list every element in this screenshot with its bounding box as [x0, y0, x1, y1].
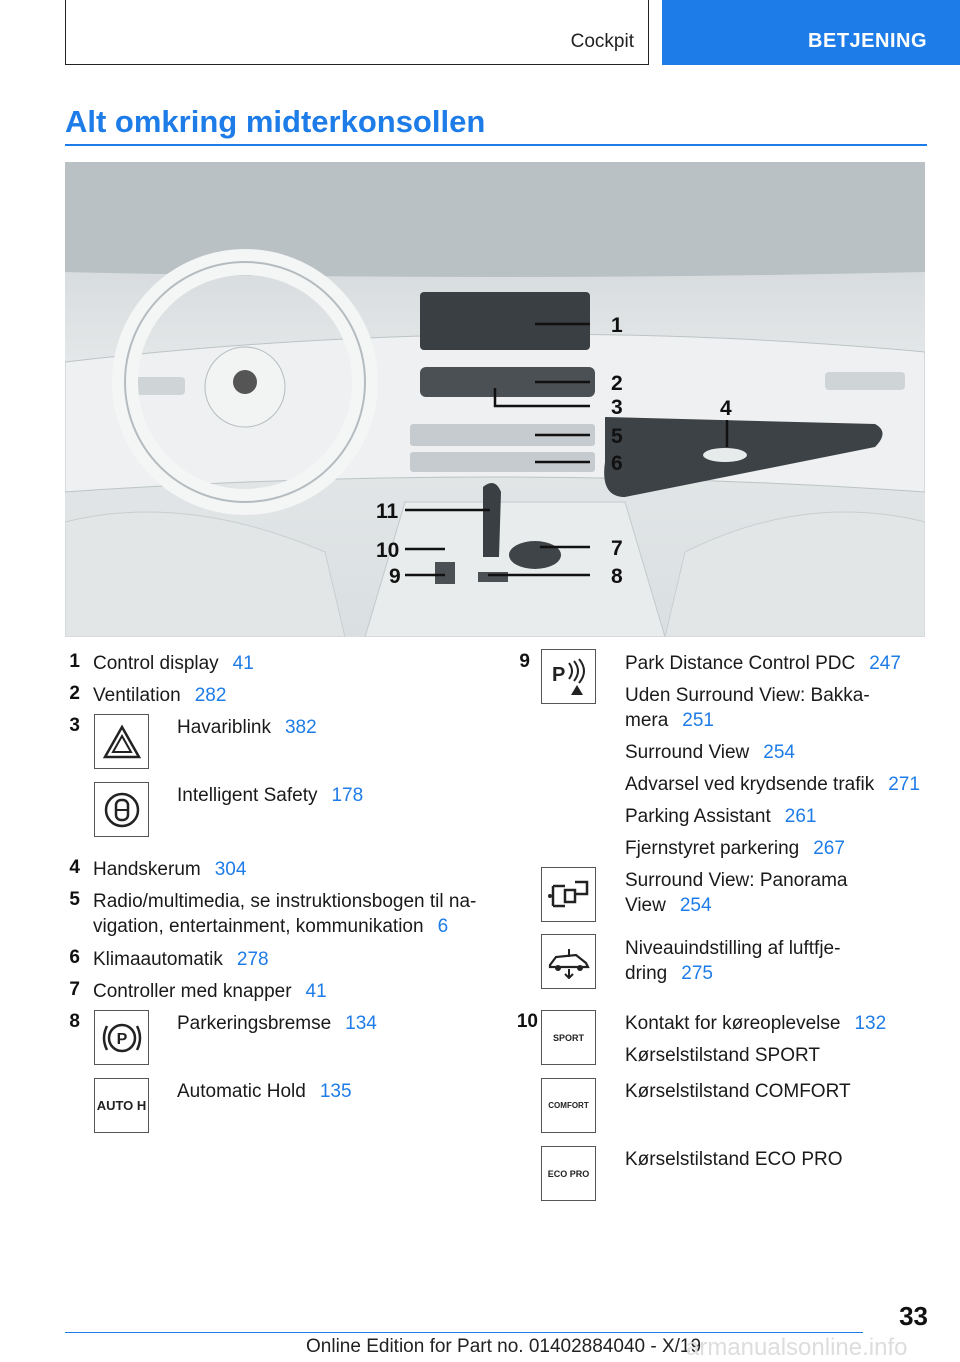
- item-text: Radio/multimedia, se instruktionsbogen til na-: [93, 891, 477, 912]
- item-text: dring: [625, 963, 668, 984]
- callout-4: 4: [720, 397, 732, 420]
- panorama-view-icon: [541, 867, 596, 922]
- item-text: Kørselstilstand SPORT: [625, 1045, 820, 1066]
- item-number: 4: [69, 857, 80, 878]
- callout-8: 8: [611, 565, 623, 588]
- air-suspension-icon: [541, 934, 596, 989]
- callout-9: 9: [389, 565, 401, 588]
- auto-hold-icon: AUTO H: [94, 1078, 149, 1133]
- item-text: Control display: [93, 653, 219, 674]
- header-section-box: [65, 0, 649, 65]
- list-item: [93, 979, 327, 1004]
- list-item: [93, 857, 246, 882]
- parking-brake-icon: [94, 1010, 149, 1065]
- callout-7: 7: [611, 537, 623, 560]
- list-item: [177, 715, 317, 740]
- callout-11: 11: [376, 500, 399, 523]
- page-ref-link[interactable]: 41: [305, 981, 327, 1002]
- page-ref-link[interactable]: 382: [284, 717, 317, 738]
- page-ref-link[interactable]: 134: [345, 1013, 377, 1034]
- dashboard-illustration: [65, 162, 925, 637]
- page-ref-link[interactable]: 254: [679, 895, 712, 916]
- item-number: 9: [519, 651, 530, 672]
- header-section-label: Cockpit: [570, 31, 634, 52]
- list-item: [625, 1079, 851, 1104]
- item-text: Surround View: [625, 742, 750, 763]
- item-text: Klimaautomatik: [93, 949, 223, 970]
- item-text: Havariblink: [177, 717, 271, 738]
- item-text: vigation, entertainment, kommunikation: [93, 916, 424, 937]
- item-text: Handskerum: [93, 859, 201, 880]
- item-number: 10: [516, 1011, 538, 1032]
- item-text: mera: [625, 710, 669, 731]
- list-item: [625, 868, 848, 918]
- eco-pro-mode-icon: ECO PRO: [541, 1146, 596, 1201]
- pdc-icon: [541, 649, 596, 704]
- page-ref-link[interactable]: 135: [319, 1081, 352, 1102]
- page-ref-link[interactable]: 132: [854, 1013, 887, 1034]
- list-item: [93, 683, 226, 708]
- page-ref-link[interactable]: 304: [214, 859, 247, 880]
- comfort-mode-icon: COMFORT: [541, 1078, 596, 1133]
- item-number: 8: [69, 1011, 80, 1032]
- list-item: [625, 1147, 843, 1172]
- page-ref-link[interactable]: 278: [236, 949, 269, 970]
- title-divider: [65, 144, 927, 146]
- item-text: Fjernstyret parkering: [625, 838, 800, 859]
- watermark: armanualsonline.info: [686, 1334, 908, 1361]
- list-item: [93, 889, 476, 939]
- page-ref-link[interactable]: 178: [331, 785, 364, 806]
- item-text: Uden Surround View: Bakka-: [625, 685, 870, 706]
- hazard-warning-icon: [94, 714, 149, 769]
- callout-3: 3: [611, 396, 623, 419]
- item-text: Parkeringsbremse: [177, 1013, 332, 1034]
- callout-10: 10: [376, 539, 400, 562]
- page-ref-link[interactable]: 261: [784, 806, 817, 827]
- item-text: Park Distance Control PDC: [625, 653, 856, 674]
- item-text: Kontakt for køreoplevelse: [625, 1013, 841, 1034]
- item-number: 5: [69, 889, 80, 910]
- callout-1: 1: [611, 314, 623, 337]
- item-text: Niveauindstilling af luftfje-: [625, 938, 841, 959]
- callout-6: 6: [611, 452, 623, 475]
- list-item: [625, 936, 840, 986]
- item-text: Intelligent Safety: [177, 785, 318, 806]
- item-number: 7: [69, 979, 80, 1000]
- page-ref-link[interactable]: 6: [437, 916, 449, 937]
- page-ref-link[interactable]: 267: [813, 838, 845, 859]
- intelligent-safety-icon: [94, 782, 149, 837]
- list-item: [177, 1079, 352, 1104]
- item-text: View: [625, 895, 666, 916]
- item-number: 1: [69, 651, 80, 672]
- footer-divider: [65, 1332, 863, 1333]
- page-ref-link[interactable]: 275: [681, 963, 713, 984]
- list-item: [625, 651, 920, 861]
- page-ref-link[interactable]: 254: [763, 742, 795, 763]
- item-text: Automatic Hold: [177, 1081, 306, 1102]
- item-text: Controller med knapper: [93, 981, 292, 1002]
- list-item: [93, 651, 254, 676]
- list-item: [177, 783, 363, 808]
- header-tab-label: BETJENING: [808, 30, 927, 52]
- page-title: Alt omkring midterkonsollen: [65, 104, 486, 139]
- item-text: Advarsel ved krydsende trafik: [625, 774, 875, 795]
- item-text: Ventilation: [93, 685, 181, 706]
- callout-2: 2: [611, 372, 623, 395]
- page-ref-link[interactable]: 41: [232, 653, 254, 674]
- page-ref-link[interactable]: 282: [194, 685, 227, 706]
- item-number: 3: [69, 715, 80, 736]
- item-number: 6: [69, 947, 80, 968]
- list-item: [177, 1011, 377, 1036]
- sport-mode-icon: SPORT: [541, 1010, 596, 1065]
- page-ref-link[interactable]: 247: [869, 653, 901, 674]
- page-number: 33: [899, 1301, 928, 1331]
- list-item: [93, 947, 269, 972]
- item-text: Parking Assistant: [625, 806, 771, 827]
- footer-text: Online Edition for Part no. 01402884040 - X/19: [306, 1336, 702, 1357]
- page-ref-link[interactable]: 271: [888, 774, 920, 795]
- svg-text:P: P: [551, 663, 565, 686]
- callout-5: 5: [611, 425, 623, 448]
- svg-text:P: P: [116, 1030, 127, 1048]
- item-text: Kørselstilstand COMFORT: [625, 1081, 851, 1102]
- item-text: Kørselstilstand ECO PRO: [625, 1149, 843, 1170]
- header-tab[interactable]: [662, 0, 960, 65]
- list-item: [625, 1011, 886, 1068]
- item-text: Surround View: Panorama: [625, 870, 848, 891]
- page-ref-link[interactable]: 251: [682, 710, 714, 731]
- item-number: 2: [69, 683, 80, 704]
